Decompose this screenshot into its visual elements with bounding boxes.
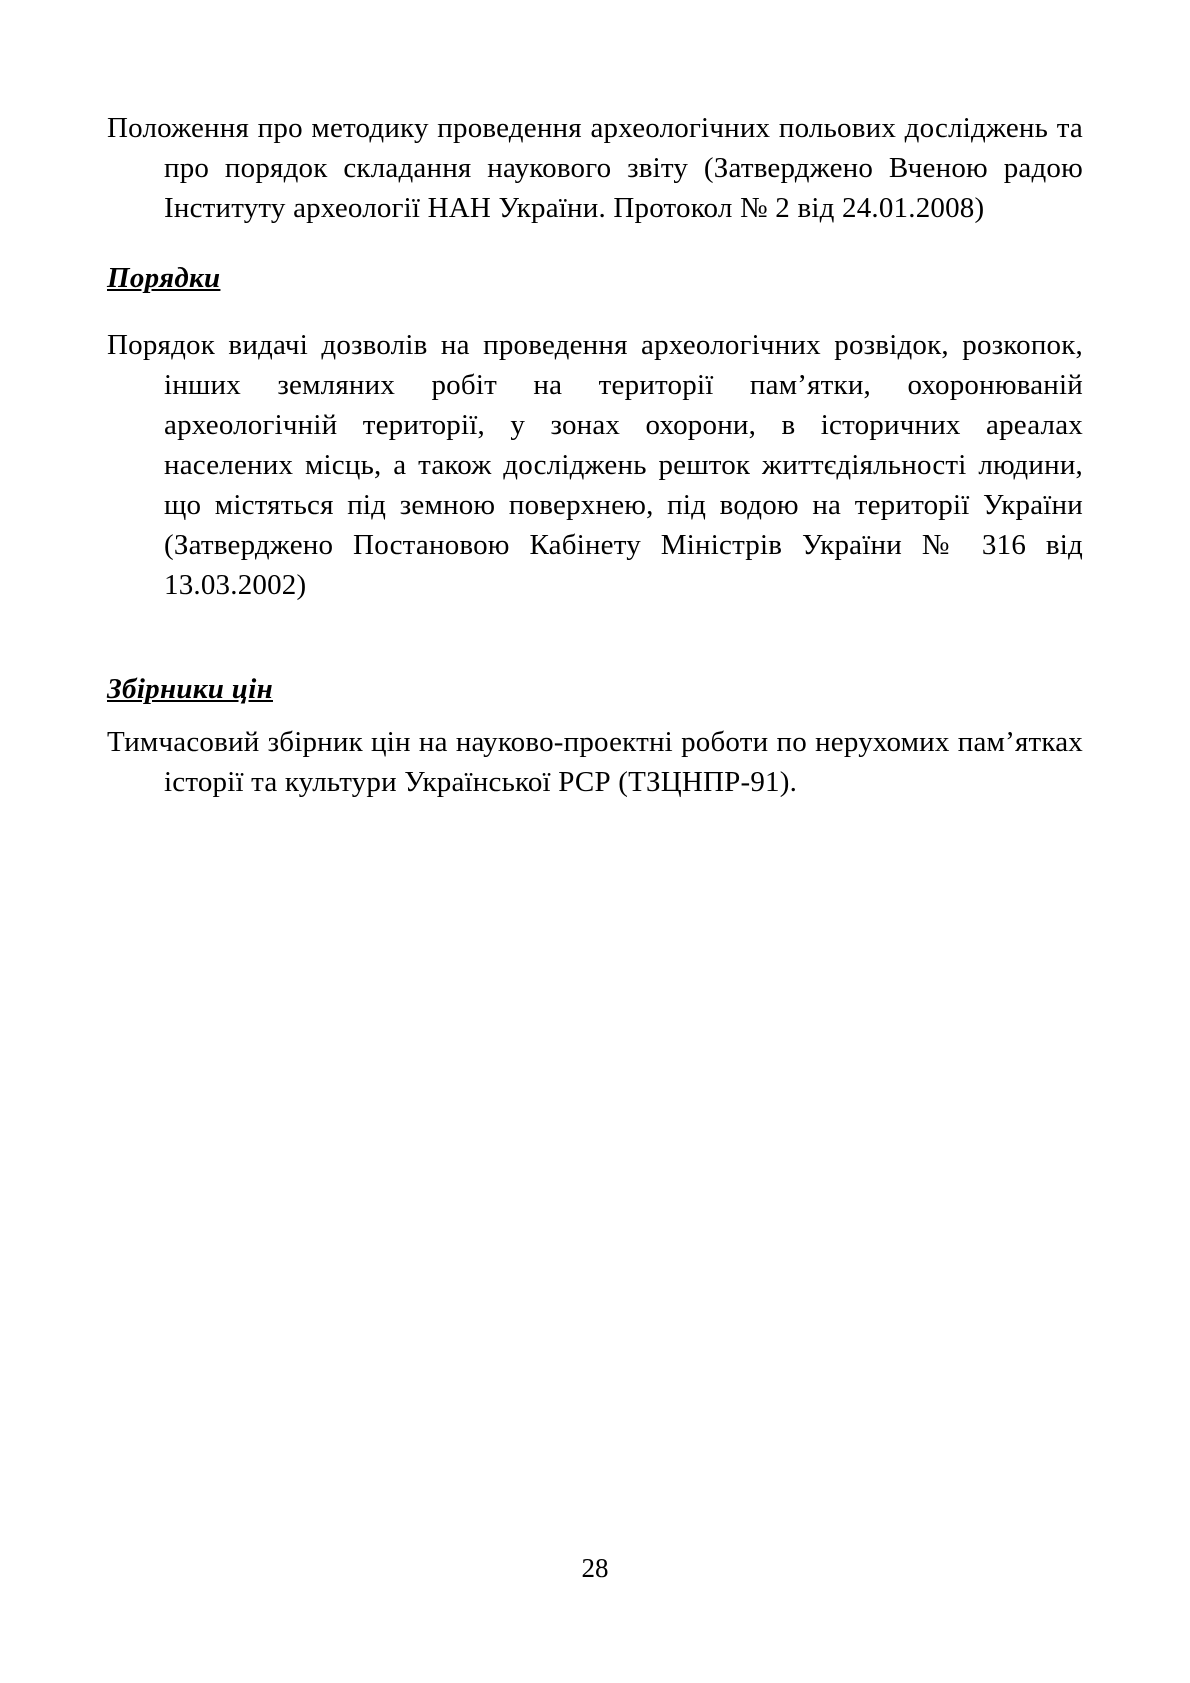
section-paragraph-poriadky: Порядок видачі дозволів на проведення археологічних розвідок, розкопок, інших земляних робіт на території пам’ятки, охоронюваній археологічній території, у зонах охорони, в історичних ареалах населених місць, а також досліджень решток життєдіяльності людини, що містяться під земною поверхнею, під водою на території України (Затверджено Постановою Кабінету Міністрів України № 316 від 13.03.2002) xyxy=(107,329,1083,601)
section-heading-poriadky: Порядки xyxy=(107,262,221,294)
document-content xyxy=(107,0,1083,802)
section-heading-zbirnyky-tsin: Збірники цін xyxy=(107,673,273,705)
page-number: 28 xyxy=(581,1553,609,1583)
intro-paragraph: Положення про методику проведення археологічних польових досліджень та про порядок складання наукового звіту (Затверджено Вченою радою Інституту археології НАН України. Протокол № 2 від 24.01.2008) xyxy=(107,112,1083,224)
section-paragraph-zbirnyky-tsin: Тимчасовий збірник цін на науково-проектні роботи по нерухомих пам’ятках історії та культури Української РСР (ТЗЦНПР-91). xyxy=(107,726,1083,798)
